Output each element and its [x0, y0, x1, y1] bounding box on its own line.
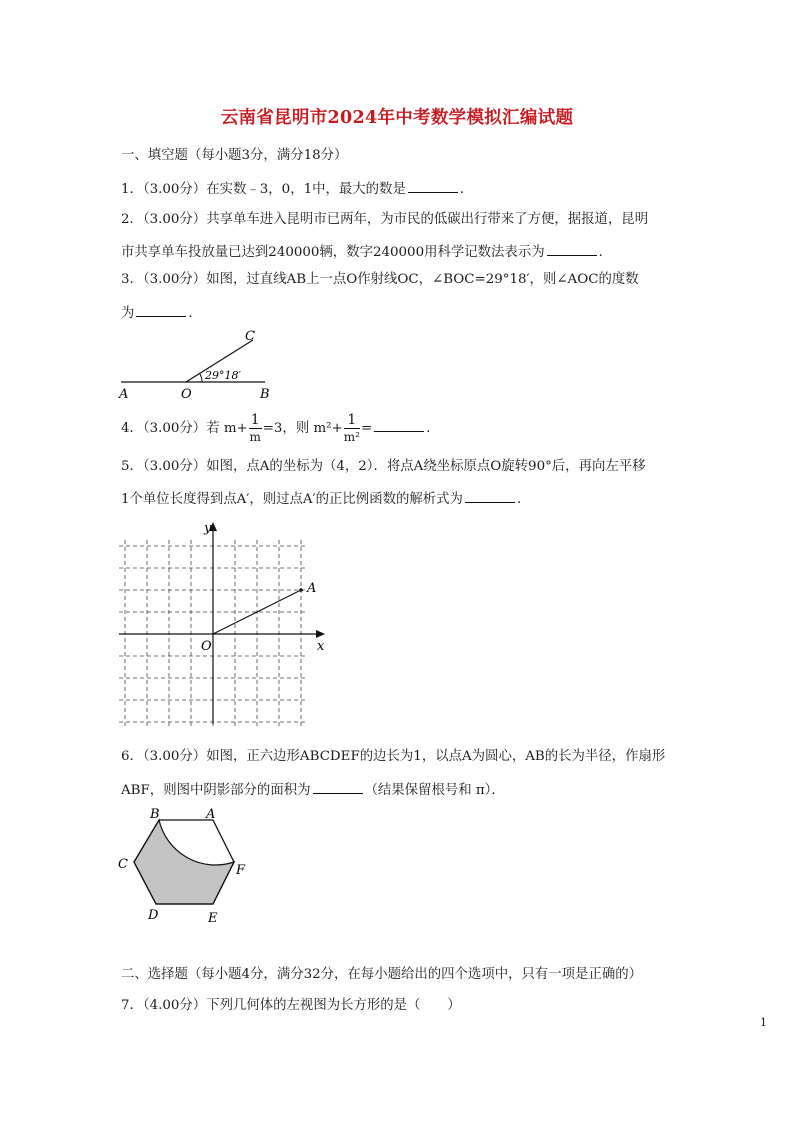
label-c: C [245, 329, 255, 344]
figure-3-angle [115, 326, 285, 404]
question-4-end: ． [426, 421, 440, 436]
fraction-1-over-m-squared: $\frac{1}{\text{m²}}$ [343, 412, 360, 444]
question-7: 7．（4.00分）下列几何体的左视图为长方形的是（ ） [121, 998, 461, 1013]
document-title: 云南省昆明市2024年中考数学模拟汇编试题 [220, 108, 574, 128]
question-3-end: ． [188, 306, 202, 321]
question-2-text: 市共享单车投放量已达到240000辆，数字240000用科学记数法表示为 [121, 245, 545, 260]
question-4-mid: =3，则 m²+ [262, 421, 343, 436]
question-6-line-1: 6．（3.00分）如图，正六边形ABCDEF的边长为1，以点A为圆心，AB的长为半径，作扇形 [121, 749, 666, 764]
angle-arc [200, 374, 202, 383]
answer-blank [136, 302, 186, 317]
figure-5-coordinate-grid [115, 518, 335, 732]
page-number: 1 [760, 1016, 767, 1029]
question-5-line-2 [121, 488, 681, 510]
answer-blank [313, 779, 363, 794]
question-1 [121, 178, 681, 200]
question-2-line-1: 2．（3.00分）共享单车进入昆明市已两年，为市民的低碳出行带来了方便，据报道，昆明 [121, 212, 649, 227]
label-b: B [260, 387, 270, 402]
question-6-text: ABF，则图中阴影部分的面积为 [121, 783, 311, 798]
question-2-end: ． [598, 245, 612, 260]
fraction-1-over-m: $\frac{1}{m}$ [249, 412, 261, 444]
label-o: O [181, 387, 192, 402]
question-1-text: 1．（3.00分）在实数﹣3，0，1中，最大的数是 [121, 182, 406, 197]
label-b: B [150, 807, 160, 822]
question-3-line-2 [121, 302, 681, 324]
answer-blank [465, 488, 515, 503]
question-1-end: ． [459, 182, 474, 197]
label-e: E [208, 911, 218, 926]
x-axis-arrow [316, 630, 325, 638]
question-4-text: 4．（3.00分）若 m+ [121, 421, 248, 436]
question-4-eq: = [360, 421, 373, 436]
label-a: A [119, 387, 129, 402]
origin-label: O [201, 639, 212, 654]
label-f: F [236, 863, 246, 878]
label-d: D [148, 908, 159, 923]
question-2-line-2 [121, 241, 681, 263]
question-5-line-1: 5．（3.00分）如图，点A的坐标为（4，2）．将点A绕坐标原点O旋转90°后，再向左平移 [121, 459, 646, 474]
point-a [299, 588, 303, 592]
answer-blank [374, 417, 424, 432]
question-5-end: ． [516, 492, 531, 507]
section-1-heading: 一、填空题（每小题3分，满分18分） [121, 148, 348, 163]
label-c: C [118, 857, 128, 872]
label-a: A [206, 807, 216, 822]
question-3-line-1: 3．（3.00分）如图，过直线AB上一点O作射线OC，∠BOC=29°18′，则∠AOC的度数 [121, 272, 639, 287]
question-5-text: 1个单位长度得到点A′，则过点A′的正比例函数的解析式为 [121, 492, 463, 507]
y-axis-label: y [204, 521, 212, 536]
angle-label: 29°18′ [205, 369, 241, 382]
question-4 [121, 412, 681, 446]
answer-blank [547, 241, 597, 256]
question-3-text: 为 [121, 306, 135, 321]
question-6-line-2 [121, 779, 681, 801]
point-a-label: A [307, 581, 317, 596]
section-2-heading: 二、选择题（每小题4分，满分32分，在每小题给出的四个选项中，只有一项是正确的） [121, 967, 643, 982]
x-axis-label: x [317, 639, 325, 654]
figure-6-hexagon [112, 802, 252, 928]
question-6-end: （结果保留根号和 π）． [364, 783, 505, 798]
answer-blank [408, 178, 458, 193]
